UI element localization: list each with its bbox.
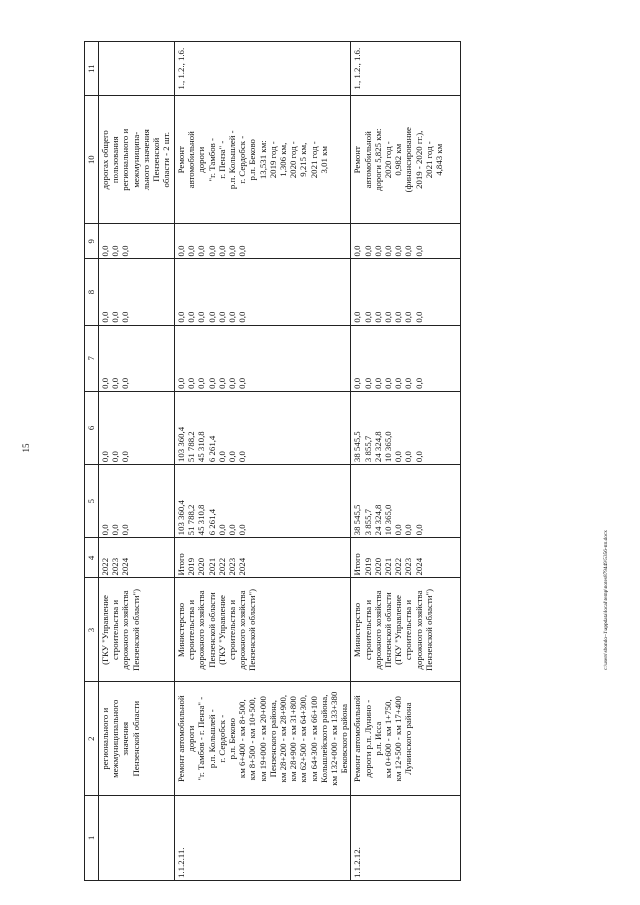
- result-line: межмуниципа-: [130, 131, 141, 188]
- header-cell: 7: [85, 325, 99, 391]
- c8-values-cell: [99, 259, 175, 325]
- c8-values-cell: [351, 259, 461, 325]
- result-line: пользования: [110, 136, 121, 184]
- c9-line: 0,0: [403, 245, 414, 257]
- result-line: дорогах общего: [100, 130, 110, 190]
- c9-line: 0,0: [196, 245, 207, 257]
- table-row: [351, 42, 461, 881]
- c8-line: 0,0: [120, 311, 131, 323]
- indicator-link-cell: 1., 1.2., 1.6.: [351, 42, 461, 96]
- c7-line: 0,0: [196, 377, 207, 389]
- years-line: 2022: [393, 557, 404, 576]
- result-line: автомобильной: [362, 131, 373, 189]
- c7-values-cell: [351, 325, 461, 391]
- year-cell: [99, 538, 175, 578]
- c5-line: 0,0: [100, 524, 110, 536]
- result-line: 2021 год -: [308, 141, 319, 179]
- c7-line: 0,0: [383, 377, 394, 389]
- name-line: дороги р.п. Лунино -: [362, 699, 373, 778]
- years-line: 2020: [196, 557, 207, 576]
- footer-file-path: c:\users\sbondo~1\appdata\local\temp\notes879449\5356-пп.docx: [603, 530, 609, 670]
- c5-line: 10 365,0: [383, 504, 394, 536]
- c6-line: 0,0: [237, 451, 248, 463]
- c7-line: 0,0: [216, 377, 227, 389]
- executor-cell: [99, 578, 175, 682]
- executor-line: Министерство: [352, 602, 363, 658]
- c6-values-cell: [351, 391, 461, 464]
- name-line: км 62+500 - км 64+300,: [298, 694, 309, 783]
- c6-line: 0,0: [403, 451, 414, 463]
- result-line: г. Сердобск -: [237, 135, 248, 184]
- c9-values-cell: [175, 224, 351, 259]
- c9-line: 0,0: [237, 245, 248, 257]
- c6-values-cell: [175, 391, 351, 464]
- result-line: регионального и: [120, 128, 131, 191]
- c6-line: 0,0: [100, 451, 110, 463]
- result-line: 2019 - 2020 гг.),: [413, 130, 424, 189]
- indicator-link-cell: [99, 42, 175, 96]
- c9-line: 0,0: [372, 245, 383, 257]
- name-line: г. Сердобск -: [216, 714, 227, 763]
- c5-line: 0,0: [393, 524, 404, 536]
- name-line: км 132+000 - км 133+380: [329, 691, 340, 786]
- c9-line: 0,0: [100, 245, 110, 257]
- executor-line: дорожного хозяйства: [237, 590, 248, 670]
- c8-line: 0,0: [216, 311, 227, 323]
- c7-line: 0,0: [237, 377, 248, 389]
- c5-values-cell: [351, 465, 461, 538]
- result-line: дороги: [196, 146, 207, 173]
- c5-line: 0,0: [237, 524, 248, 536]
- c6-line: 38 545,5: [352, 431, 363, 463]
- row-number-cell: 1.1.2.12.: [351, 795, 461, 880]
- c9-line: 0,0: [226, 245, 237, 257]
- program-table: [84, 41, 461, 881]
- c5-line: 0,0: [120, 524, 131, 536]
- result-line: 2020 год -: [383, 141, 394, 179]
- years-line: Итого: [352, 553, 363, 576]
- name-line: Пензенского района,: [267, 700, 278, 778]
- name-line: Кольшлейского района,: [318, 694, 329, 783]
- years-line: 2023: [110, 557, 121, 576]
- c8-line: 0,0: [206, 311, 217, 323]
- c7-line: 0,0: [413, 377, 424, 389]
- c5-line: 38 545,5: [352, 504, 363, 536]
- year-cell: [175, 538, 351, 578]
- result-line: "г. Тамбов -: [206, 138, 217, 182]
- name-line: Пензенской области: [130, 700, 141, 777]
- result-line: г. Пенза" -: [216, 140, 227, 179]
- indicator-link-cell: 1., 1.2., 1.6.: [175, 42, 351, 96]
- c8-line: 0,0: [110, 311, 121, 323]
- c9-line: 0,0: [206, 245, 217, 257]
- c6-line: 0,0: [393, 451, 404, 463]
- c7-line: 0,0: [352, 377, 363, 389]
- result-line: (финансирование: [403, 127, 414, 193]
- row-number-cell: 1.1.2.11.: [175, 795, 351, 880]
- header-cell: 9: [85, 224, 99, 259]
- result-line: Ремонт: [176, 146, 186, 174]
- result-cell: [175, 96, 351, 224]
- c8-line: 0,0: [383, 311, 394, 323]
- result-line: дороги 5,825 км:: [372, 128, 383, 191]
- executor-cell: [175, 578, 351, 682]
- name-line: регионального и: [100, 707, 110, 770]
- executor-cell: [351, 578, 461, 682]
- c7-line: 0,0: [120, 377, 131, 389]
- header-cell: 10: [85, 96, 99, 224]
- table-row: [175, 42, 351, 881]
- measure-name-cell: [175, 682, 351, 795]
- result-cell: [99, 96, 175, 224]
- c9-line: 0,0: [216, 245, 227, 257]
- years-line: 2024: [237, 557, 248, 576]
- c5-line: 0,0: [226, 524, 237, 536]
- executor-line: строительства и: [362, 599, 373, 661]
- result-line: льного значения: [140, 129, 151, 191]
- c9-line: 0,0: [186, 245, 197, 257]
- name-line: дороги: [186, 725, 197, 752]
- c8-line: 0,0: [226, 311, 237, 323]
- name-line: км 8+500 - км 10+500,: [247, 697, 258, 781]
- result-line: 9,215 км,: [298, 142, 309, 177]
- c7-line: 0,0: [226, 377, 237, 389]
- header-cell: 1: [85, 795, 99, 880]
- c7-line: 0,0: [100, 377, 110, 389]
- executor-line: строительства и: [110, 599, 121, 661]
- name-line: значения: [120, 721, 131, 756]
- c6-line: 0,0: [226, 451, 237, 463]
- header-cell: 11: [85, 42, 99, 96]
- header-cell: 5: [85, 465, 99, 538]
- c8-line: 0,0: [196, 311, 207, 323]
- c7-line: 0,0: [403, 377, 414, 389]
- name-line: межмуниципального: [110, 699, 121, 778]
- years-line: 2021: [206, 557, 217, 576]
- c6-line: 103 360,4: [176, 426, 186, 463]
- executor-line: дорожного хозяйства: [372, 590, 383, 670]
- c8-line: 0,0: [186, 311, 197, 323]
- c5-line: 24 324,8: [372, 504, 383, 536]
- c5-line: 0,0: [110, 524, 121, 536]
- name-line: км 28+900 - км 31+800: [288, 696, 299, 782]
- name-line: Ремонт автомобильной: [352, 695, 363, 782]
- result-line: 2020 год -: [288, 141, 299, 179]
- c8-line: 0,0: [362, 311, 373, 323]
- header-cell: 8: [85, 259, 99, 325]
- years-line: 2024: [413, 557, 424, 576]
- years-line: 2020: [372, 557, 383, 576]
- result-line: автомобильной: [186, 131, 197, 189]
- result-line: 13,531 км:: [257, 140, 268, 180]
- c5-line: 45 310,8: [196, 504, 207, 536]
- c6-values-cell: [99, 391, 175, 464]
- rotated-table-area: [84, 41, 612, 881]
- header-cell: 6: [85, 391, 99, 464]
- executor-line: Пензенской области: [383, 592, 394, 668]
- c8-values-cell: [175, 259, 351, 325]
- executor-line: строительства и: [227, 599, 238, 661]
- c7-line: 0,0: [393, 377, 404, 389]
- c6-line: 24 324,8: [372, 431, 383, 463]
- measure-name-cell: [351, 682, 461, 795]
- name-line: р.п. Беково: [227, 718, 238, 760]
- c9-line: 0,0: [176, 245, 186, 257]
- name-line: Лунинского района: [403, 702, 414, 775]
- executor-line: строительства и: [186, 599, 197, 661]
- result-line: области - 2 шт.: [161, 132, 172, 188]
- c6-line: 0,0: [216, 451, 227, 463]
- table-row: [99, 42, 175, 881]
- executor-line: дорожного хозяйства: [120, 590, 131, 670]
- name-line: км 28+200 - км 28+900,: [278, 694, 289, 783]
- years-line: Итого: [176, 553, 186, 576]
- c6-line: 0,0: [120, 451, 131, 463]
- executor-line: Пензенской области"): [130, 588, 141, 671]
- result-line: р.п. Кольшлей -: [227, 130, 238, 190]
- year-cell: [351, 538, 461, 578]
- executor-line: дорожного хозяйства: [196, 590, 207, 670]
- table-body: [99, 42, 461, 881]
- name-line: "г. Тамбов - г. Пенза" -: [196, 696, 207, 781]
- c8-line: 0,0: [393, 311, 404, 323]
- c5-values-cell: [175, 465, 351, 538]
- c6-line: 51 788,2: [186, 431, 197, 463]
- executor-line: Пензенской области: [206, 592, 217, 668]
- c5-line: 51 788,2: [186, 504, 197, 536]
- c8-line: 0,0: [352, 311, 363, 323]
- c8-line: 0,0: [372, 311, 383, 323]
- page-number: 15: [21, 443, 31, 453]
- result-line: Пензенской: [151, 137, 162, 182]
- executor-line: дорожного хозяйства: [413, 590, 424, 670]
- name-line: Ремонт автомобильной: [176, 695, 186, 782]
- executor-line: Пензенской области"): [247, 588, 258, 671]
- years-line: 2023: [226, 557, 237, 576]
- c9-values-cell: [99, 224, 175, 259]
- row-number-cell: [99, 795, 175, 880]
- c5-line: 0,0: [216, 524, 227, 536]
- c8-line: 0,0: [100, 311, 110, 323]
- result-line: 2019 год -: [267, 141, 278, 179]
- result-line: 0,982 км: [393, 143, 404, 176]
- result-line: 2021 год -: [423, 141, 434, 179]
- c6-line: 0,0: [110, 451, 121, 463]
- result-line: 4,843 км: [434, 143, 445, 176]
- name-line: р.п. Исса: [372, 721, 383, 756]
- executor-line: (ГКУ "Управление: [216, 595, 227, 665]
- name-line: км 19+000 - км 20+000: [257, 696, 268, 782]
- result-line: Ремонт: [352, 146, 363, 174]
- c7-line: 0,0: [110, 377, 121, 389]
- result-cell: [351, 96, 461, 224]
- c9-line: 0,0: [352, 245, 363, 257]
- executor-line: Пензенской области"): [423, 588, 434, 671]
- c7-values-cell: [99, 325, 175, 391]
- c6-line: 0,0: [413, 451, 424, 463]
- c7-line: 0,0: [206, 377, 217, 389]
- result-line: р.п. Беково: [247, 139, 258, 181]
- c8-line: 0,0: [237, 311, 248, 323]
- name-line: км 12+500 - км 17+400: [393, 696, 404, 782]
- c5-line: 0,0: [413, 524, 424, 536]
- c8-line: 0,0: [413, 311, 424, 323]
- years-line: 2019: [362, 557, 373, 576]
- years-line: 2021: [383, 557, 394, 576]
- c9-line: 0,0: [393, 245, 404, 257]
- c6-line: 10 365,0: [383, 431, 394, 463]
- result-line: 3,01 км: [318, 146, 329, 174]
- measure-name-cell: [99, 682, 175, 795]
- years-line: 2019: [186, 557, 197, 576]
- name-line: км 0+600 - км 1+750,: [383, 699, 394, 779]
- name-line: р.п. Кольшлей -: [206, 709, 217, 769]
- executor-line: Министерство: [176, 602, 186, 658]
- c6-line: 3 855,7: [362, 435, 373, 463]
- name-line: км 64+300 - км 66+100: [308, 696, 319, 782]
- c8-line: 0,0: [403, 311, 414, 323]
- c9-values-cell: [351, 224, 461, 259]
- c7-line: 0,0: [372, 377, 383, 389]
- c9-line: 0,0: [110, 245, 121, 257]
- c5-line: 3 855,7: [362, 508, 373, 536]
- c9-line: 0,0: [120, 245, 131, 257]
- header-cell: 4: [85, 538, 99, 578]
- header-row: [85, 42, 99, 881]
- years-line: 2022: [216, 557, 227, 576]
- c7-values-cell: [175, 325, 351, 391]
- c6-line: 45 310,8: [196, 431, 207, 463]
- executor-line: строительства и: [403, 599, 414, 661]
- executor-line: (ГКУ "Управление: [393, 595, 404, 665]
- c7-line: 0,0: [362, 377, 373, 389]
- c8-line: 0,0: [176, 311, 186, 323]
- name-line: км 6+400 - км 8+500,: [237, 699, 248, 779]
- years-line: 2023: [403, 557, 414, 576]
- years-line: 2022: [100, 557, 110, 576]
- c5-line: 0,0: [403, 524, 414, 536]
- header-cell: 2: [85, 682, 99, 795]
- c5-line: 103 360,4: [176, 500, 186, 536]
- c6-line: 6 261,4: [206, 435, 217, 463]
- c9-line: 0,0: [413, 245, 424, 257]
- c7-line: 0,0: [176, 377, 186, 389]
- name-line: Бековского района: [339, 704, 350, 774]
- c5-values-cell: [99, 465, 175, 538]
- c5-line: 6 261,4: [206, 508, 217, 536]
- c9-line: 0,0: [362, 245, 373, 257]
- header-cell: 3: [85, 578, 99, 682]
- c7-line: 0,0: [186, 377, 197, 389]
- executor-line: (ГКУ "Управление: [100, 595, 110, 665]
- result-line: 1,306 км,: [278, 142, 289, 177]
- years-line: 2024: [120, 557, 131, 576]
- c9-line: 0,0: [383, 245, 394, 257]
